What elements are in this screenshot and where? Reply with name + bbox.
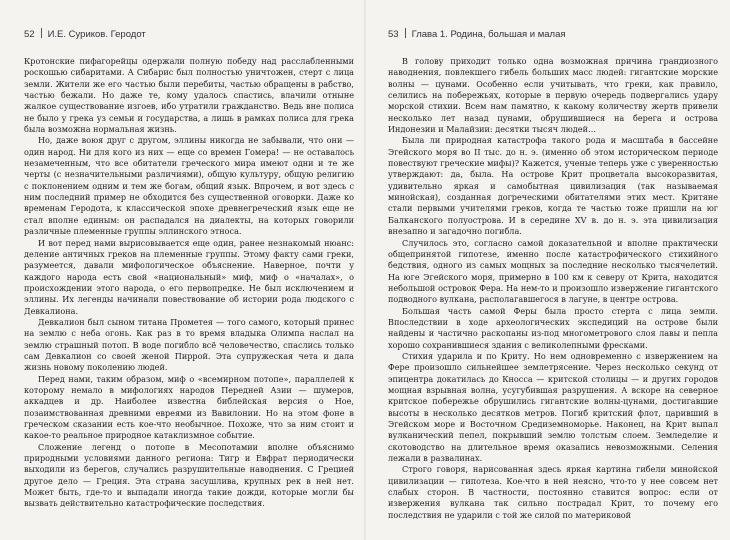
right-page-number: 53 [388, 29, 399, 40]
left-page-header [24, 28, 354, 42]
paragraph: Стихия ударила и по Криту. Но нем одновременно с извержением на Фере произошло сильнейшее землетрясение. Через несколько секунд от эпицентра докатилась до Кносса — критской столицы — и других городов мощная взрывная волна, усугубившая разрушения. А вскоре на северное критское побережье обрушились гигантские волны-цунами, достигавшие высоты в несколько десятков метров. Погиб критский флот, царивший в Эгейском море и Восточном Средиземноморье. Наконец, на Крит выпал вулканический пепел, покрывший землю толстым слоем. Земледелие и скотоводство на длительное время оказались невозможными. Селения лежали в развалинах. [388, 350, 718, 464]
left-running-head: И.Е. Суриков. Геродот [47, 29, 146, 40]
paragraph: В голову приходит только одна возможная причина грандиозного наводнения, повлекшего гибель больших масс людей: гигантские морские волны — цунами. Особенно если учитывать, что греки, как правило, селились на побережьях, которые в первую очередь подвергались удару морской стихии. Всем нам памятно, к какому количеству жертв привели несколько лет назад цунами, обрушившиеся на берега и острова Индонезии и Малайзии: десятки тысяч людей… [388, 56, 718, 135]
left-page-body [24, 56, 354, 510]
right-page-body [388, 56, 718, 521]
book-gutter [364, 0, 366, 540]
paragraph: И вот перед нами вырисовывается еще один, ранее незнакомый нюанс: деление античных греков на племенные группы. Этому факту сами греки, разумеется, давали мифологическое объяснение. Наверное, почти у каждого народа есть свой «национальный» миф, миф о «началах», о происхождении этого народа, о его первопредке. Не был исключением и эллины. Их легенды начинали повествование об истории рода людского с Девкалиона. [24, 237, 354, 316]
paragraph: Строго говоря, нарисованная здесь яркая картина гибели минойской цивилизации — гипотеза. Кое-что в ней неясно, что-то у нее совсем нет слабых сторон. В частности, постоянно ставится вопрос: если от извержения вулкана так сильно пострадал Крит, то почему его последствия не ударили с той же силой по материковой [388, 464, 718, 520]
right-page [388, 0, 718, 540]
paragraph: Случилось это, согласно самой доказательной и вполне практически общепринятой гипотезе, именно после катастрофического стихийного бедствия, одного из самых мощных за последние несколько тысячелетий. На юге Эгейского моря, примерно в 100 км к северу от Крита, находится небольшой островок Фера. На нем-то и произошло извержение гигантского подводного вулкана, располагавшегося в лагуне, в центре острова. [388, 237, 718, 305]
right-page-header [388, 28, 718, 42]
right-running-head: Глава 1. Родина, большая и малая [411, 29, 566, 40]
paragraph: Сложение легенд о потопе в Месопотамии вполне объяснимо природными условиями данного региона: Тигр и Евфрат периодически выходили из берегов, случались разрушительные наводнения. С Грецией другое дело — Греция. Эта страна засушлива, крупных рек в ней нет. Может быть, где-то и выпадали иногда такие дожди, которые могли бы вызвать действительно катастрофические последствия. [24, 441, 354, 509]
paragraph: Но, даже воюя друг с другом, эллины никогда не забывали, что они — один народ. Ни для кого из них — еще со времен Гомера! — не оставалось незамеченным, что все обитатели греческого мира имеют одни и те же черты (с незначительными различиями), общую культуру, общую религию с поклонением одним и тем же богам, общий язык. Впрочем, и вот здесь с ним последний пример не обходится без существенной оговорки. Даже ко временам Геродота, к классической эпохе древнегреческий язык еще не стал вполне единым: он распадался на диалекты, на которых говорили различные племенные группы эллинского этноса. [24, 135, 354, 237]
paragraph: Кротонские пифагорейцы одержали полную победу над расслабленными роскошью сибаритами. А Сибарис был полностью уничтожен, стерт с лица земли. Жители же его частью были перебиты, частью обращены в рабство, частью бежали. Но даже те, кому удалось спастись, влачили отныне жалкое существование изгоев, ибо утратили гражданство. Ведь вне полиса не было у грека уз семьи и государства, а лишь в рамках полиса для грека была возможна нормальная жизнь. [24, 56, 354, 135]
paragraph: Перед нами, таким образом, миф о «всемирном потопе», параллелей к которому немало в мифологиях народов Передней Азии — шумеров, аккадцев и др. Наиболее известна библейская версия о Ное, позаимствованная древними евреями из Вавилонии. Но на этом фоне в греческом сказании есть кое-что необычное. Похоже, что за ним стоит и какое-то реальное природное катаклизмное событие. [24, 373, 354, 441]
header-divider [41, 28, 42, 38]
paragraph: Большая часть самой Феры была просто стерта с лица земли. Впоследствии в ходе археологических экспедиций на острове были найдены и частично раскопаны из-под многометрового слоя лавы и пепла хорошо сохранившиеся здания с великолепными фресками. [388, 305, 718, 350]
header-divider [405, 28, 406, 38]
left-page [24, 0, 354, 540]
paragraph: Девкалион был сыном титана Прометея — того самого, который принес на землю с неба огонь. Как раз в то время владыка Олимпа наслал на землю страшный потоп. В воде погибло всё человечество, спаслись только сам Девкалион со своей женой Пиррой. Эта супружеская чета и дала жизнь новому поколению людей. [24, 316, 354, 373]
paragraph: Была ли природная катастрофа такого рода и масштаба в бассейне Эгейского моря во II тыс. до н. э. (именно об этом историческом периоде повествуют греческие мифы)? Кажется, ученые теперь уже с уверенностью утверждают: да, была. На острове Крит процветала высокоразвитая, удивительно яркая и самобытная цивилизация (так называемая минойская), созданная догреческими обитателями этих мест. Критяне стали первыми учителями греков, когда те частью тоже пришли на юг Балканского полуострова. И в середине XV в. до н. э. эта цивилизация внезапно и загадочно погибла. [388, 135, 718, 237]
left-page-number: 52 [24, 29, 35, 40]
